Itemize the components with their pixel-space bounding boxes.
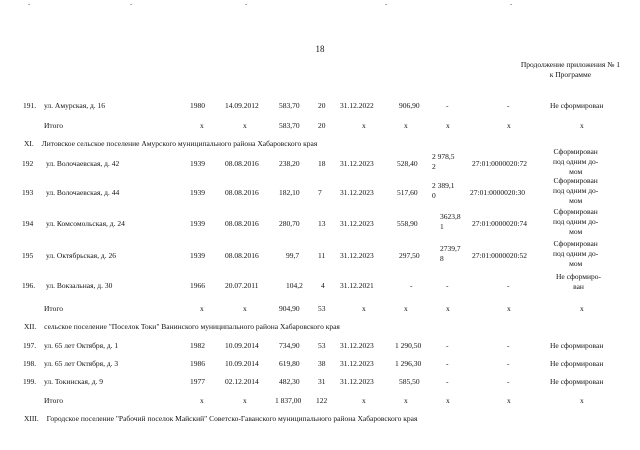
cost: - (446, 377, 449, 386)
land-status: Не сформирован (550, 359, 604, 368)
cadastral: 27:01:0000020:30 (470, 188, 526, 197)
cost: - (446, 101, 449, 110)
land-status (553, 147, 598, 177)
date: 10.09.2014 (225, 359, 259, 368)
year: 1939 (190, 188, 205, 197)
section-number: XI. (24, 139, 34, 148)
year: 1939 (190, 251, 205, 260)
cost-line: 2 978,5 (432, 152, 455, 161)
date: 08.08.2016 (225, 219, 259, 228)
residents: 4 (321, 281, 325, 290)
land-status: Не сформирован (550, 101, 604, 110)
deadline: 31.12.2023 (340, 377, 374, 386)
cadastral: x (507, 304, 511, 313)
land-status (556, 272, 601, 292)
year: 1980 (190, 101, 205, 110)
sum: 558,90 (397, 219, 418, 228)
cost: - (446, 359, 449, 368)
area: 734,90 (279, 341, 300, 350)
section-title: Литовское сельское поселение Амурского муниципального района Хабаровского края (41, 139, 318, 148)
page-number: 18 (315, 44, 325, 54)
date: 08.08.2016 (225, 159, 259, 168)
status-line: мом (569, 259, 583, 268)
cost: x (446, 121, 450, 130)
section-heading (24, 322, 340, 331)
area: 238,20 (279, 159, 300, 168)
section-title: Городское поселение "Рабочий поселок Майский" Советско-Гаванского муниципального района Хабаровского края (46, 414, 418, 423)
row-number: 199. (23, 377, 37, 386)
address: ул. Комсомольская, д. 24 (46, 219, 125, 228)
date: x (243, 304, 247, 313)
area: 1 837,00 (275, 396, 302, 405)
status-line: под одним до- (553, 249, 599, 258)
deadline: 31.12.2023 (340, 159, 374, 168)
cadastral: - (507, 377, 510, 386)
cost-line: 2 (432, 162, 436, 171)
sum: 1 296,30 (395, 359, 422, 368)
year: x (200, 121, 204, 130)
cost (432, 152, 455, 172)
row-number: 195 (22, 251, 34, 260)
cadastral: - (507, 359, 510, 368)
land-status (553, 207, 598, 237)
residents: 20 (318, 101, 326, 110)
cadastral: x (507, 121, 511, 130)
deadline: x (362, 121, 366, 130)
cost-line: 0 (432, 191, 436, 200)
area: 619,80 (279, 359, 300, 368)
cadastral: 27:01:0000020:72 (472, 159, 528, 168)
year: 1986 (190, 359, 205, 368)
year: x (200, 304, 204, 313)
status-line: Не сформиро- (556, 272, 602, 281)
area: 583,70 (279, 121, 300, 130)
scan-mark: - (28, 0, 31, 8)
residents: 18 (318, 159, 326, 168)
date: x (243, 396, 247, 405)
appendix-header-line: к Программе (549, 70, 592, 79)
deadline: 31.12.2023 (340, 219, 374, 228)
residents: 122 (316, 396, 328, 405)
cost-line: 2 389,1 (432, 181, 455, 190)
cost (440, 212, 461, 232)
land-status: Не сформирован (550, 341, 604, 350)
cadastral: - (507, 101, 510, 110)
status-line: Сформирован (553, 207, 598, 216)
status-line: ван (573, 282, 584, 291)
status-line: Сформирован (553, 147, 598, 156)
total-label: Итого (44, 304, 63, 313)
sum: x (404, 121, 408, 130)
address: ул. 65 лет Октября, д. 1 (44, 341, 119, 350)
area: 182,10 (279, 188, 300, 197)
cadastral: 27:01:0000020:52 (472, 251, 528, 260)
address: ул. Волочаевская, д. 44 (46, 188, 120, 197)
scan-mark: - (130, 0, 133, 8)
section-title: сельское поселение "Поселок Токи" Ванинского муниципального района Хабаровского края (44, 322, 340, 331)
status-line: под одним до- (553, 217, 599, 226)
status-line: Сформирован (553, 239, 598, 248)
cadastral: 27:01:0000020:74 (472, 219, 528, 228)
cost: - (446, 281, 449, 290)
residents: 11 (318, 251, 326, 260)
date: 08.08.2016 (225, 188, 259, 197)
land-status: x (580, 304, 584, 313)
residents: 38 (318, 359, 326, 368)
deadline: 31.12.2023 (340, 251, 374, 260)
section-number: XIII. (24, 414, 39, 423)
sum: 297,50 (399, 251, 420, 260)
date: 02.12.2014 (225, 377, 259, 386)
sum: 517,60 (397, 188, 418, 197)
deadline: 31.12.2023 (340, 188, 374, 197)
deadline: 31.12.2023 (340, 359, 374, 368)
row-number: 191. (23, 101, 37, 110)
year: 1939 (190, 159, 205, 168)
deadline: x (362, 396, 366, 405)
residents: 7 (318, 188, 322, 197)
residents: 20 (318, 121, 326, 130)
cost (440, 244, 461, 264)
date: 10.09.2014 (225, 341, 259, 350)
sum: 585,50 (399, 377, 420, 386)
status-line: под одним до- (553, 186, 599, 195)
appendix-header (521, 60, 620, 80)
row-number: 198. (23, 359, 37, 368)
sum: - (410, 281, 413, 290)
deadline: 31.12.2021 (340, 281, 374, 290)
address: ул. Волочаевская, д. 42 (46, 159, 120, 168)
cost-line: 3623,8 (440, 212, 461, 221)
cost: - (446, 341, 449, 350)
residents: 13 (318, 219, 326, 228)
appendix-header-line: Продолжение приложения № 1 (520, 60, 620, 69)
cost (432, 181, 455, 201)
year: 1966 (190, 281, 205, 290)
cost-line: 2739,7 (440, 244, 461, 253)
year: 1939 (190, 219, 205, 228)
scan-mark: - (245, 0, 248, 8)
residents: 31 (318, 377, 326, 386)
sum: 906,90 (399, 101, 420, 110)
total-label: Итого (44, 121, 63, 130)
cadastral: - (507, 281, 510, 290)
date: 20.07.2011 (225, 281, 259, 290)
row-number: 193 (22, 188, 34, 197)
sum: 1 290,50 (395, 341, 422, 350)
area: 583,70 (279, 101, 300, 110)
status-line: мом (569, 167, 583, 176)
status-line: мом (569, 196, 583, 205)
deadline: 31.12.2023 (340, 341, 374, 350)
date: 08.08.2016 (225, 251, 259, 260)
deadline: x (362, 304, 366, 313)
land-status: x (580, 396, 584, 405)
section-number: XII. (24, 322, 37, 331)
row-number: 194 (22, 219, 34, 228)
land-status: x (580, 121, 584, 130)
area: 482,30 (279, 377, 300, 386)
total-label: Итого (44, 396, 63, 405)
cost-line: 1 (440, 222, 444, 231)
row-number: 192 (22, 159, 34, 168)
land-status: Не сформирован (550, 377, 604, 386)
section-heading (24, 414, 417, 423)
area: 904,90 (279, 304, 300, 313)
area: 280,70 (279, 219, 300, 228)
address: ул. Октябрьская, д. 26 (46, 251, 116, 260)
address: ул. 65 лет Октября, д. 3 (44, 359, 119, 368)
cost: x (446, 304, 450, 313)
residents: 53 (318, 341, 326, 350)
land-status (553, 239, 598, 269)
row-number: 197. (23, 341, 37, 350)
status-line: под одним до- (553, 157, 599, 166)
area: 104,2 (286, 281, 303, 290)
year: x (200, 396, 204, 405)
date: 14.09.2012 (225, 101, 259, 110)
sum: 528,40 (397, 159, 418, 168)
year: 1977 (190, 377, 205, 386)
cost: x (446, 396, 450, 405)
sum: x (404, 396, 408, 405)
year: 1982 (190, 341, 205, 350)
area: 99,7 (286, 251, 300, 260)
cadastral: - (507, 341, 510, 350)
section-heading (24, 139, 317, 148)
sum: x (404, 304, 408, 313)
deadline: 31.12.2022 (340, 101, 374, 110)
residents: 53 (318, 304, 326, 313)
scan-mark: - (510, 0, 513, 8)
scan-mark: - (385, 0, 388, 8)
address: ул. Токинская, д. 9 (44, 377, 104, 386)
status-line: Сформирован (553, 176, 598, 185)
cost-line: 8 (440, 254, 444, 263)
date: x (243, 121, 247, 130)
cadastral: x (507, 396, 511, 405)
land-status (553, 176, 598, 206)
row-number: 196. (22, 281, 36, 290)
status-line: мом (569, 227, 583, 236)
address: ул. Амурская, д. 16 (44, 101, 106, 110)
address: ул. Вокзальная, д. 30 (46, 281, 113, 290)
